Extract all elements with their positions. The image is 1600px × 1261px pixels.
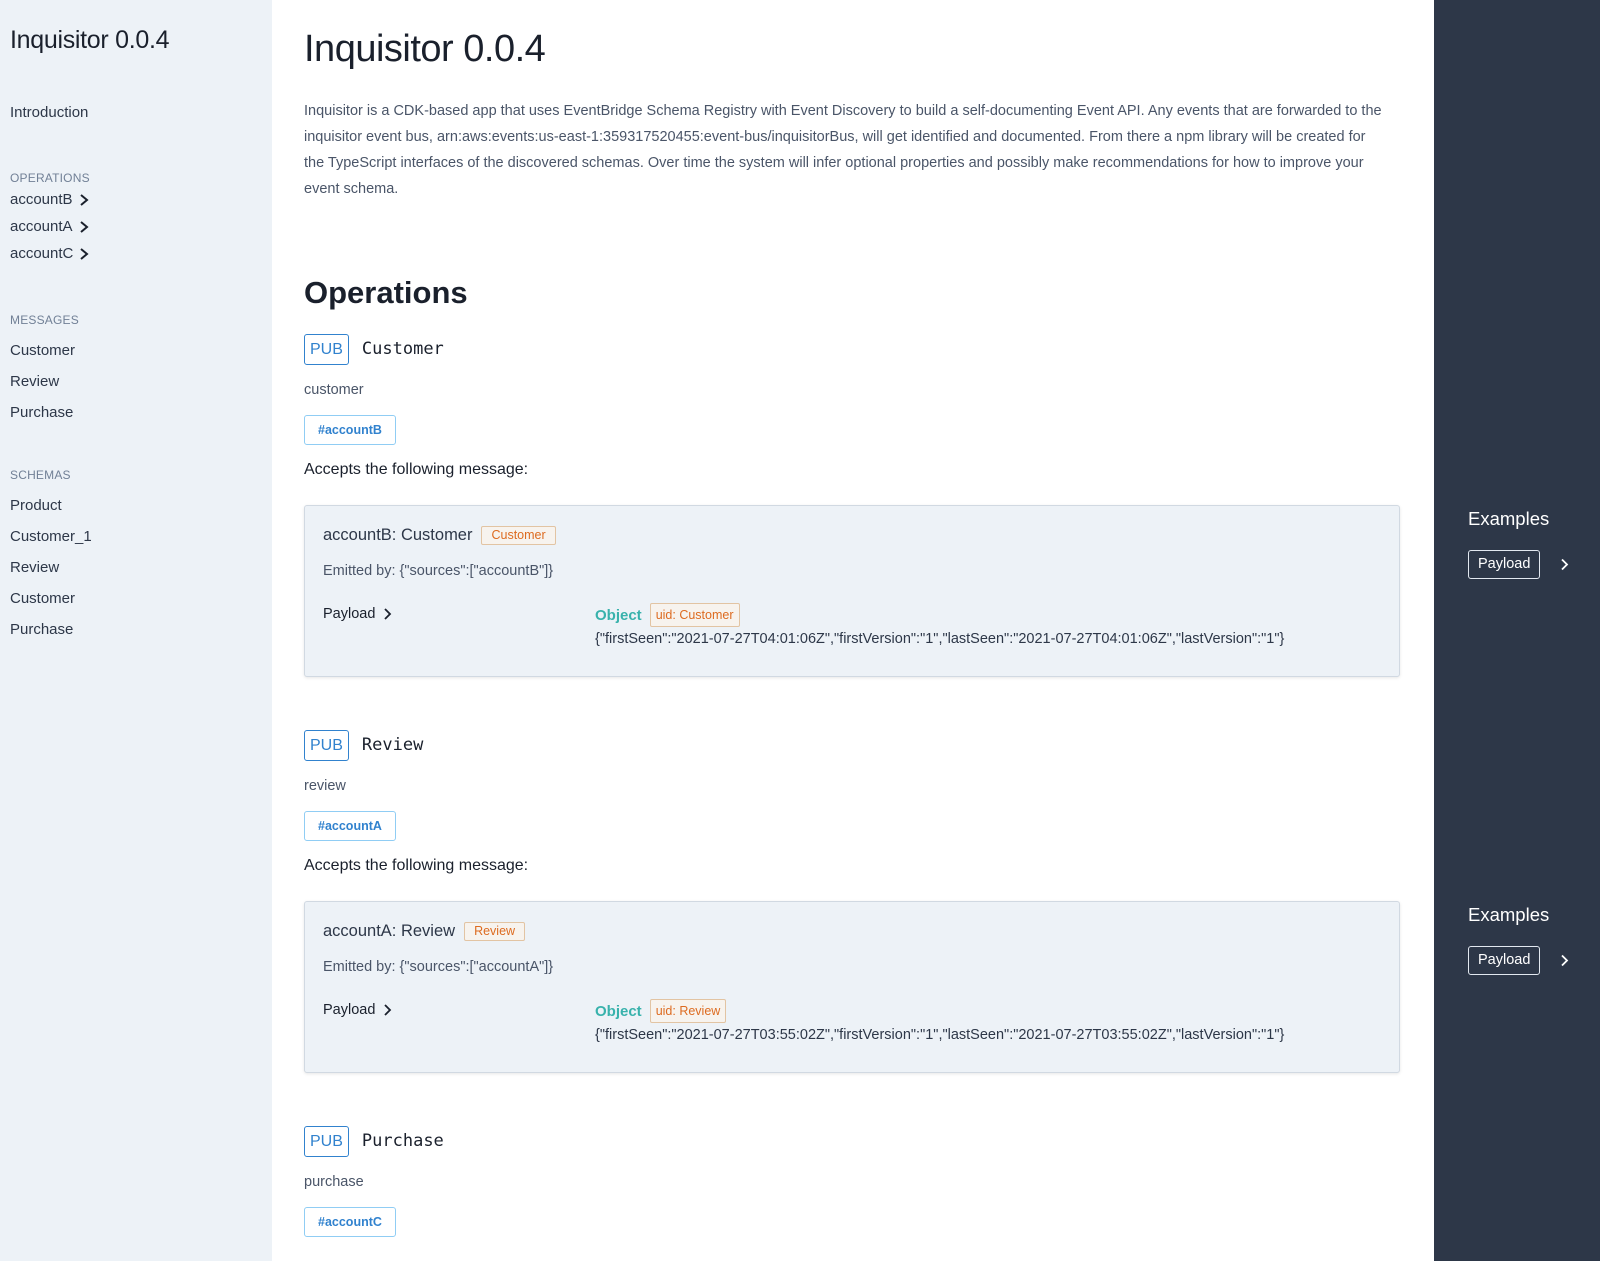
sidebar-item-accountC[interactable]	[10, 245, 89, 262]
operation-name: Review	[361, 735, 424, 755]
chevron-right-icon	[79, 248, 89, 260]
chevron-right-icon	[79, 221, 89, 233]
sidebar-item-message-purchase[interactable]: Purchase	[10, 404, 74, 421]
operation-customer	[304, 333, 1404, 485]
tag-accountC[interactable]: #accountC	[304, 1207, 396, 1237]
operation-description: purchase	[304, 1174, 364, 1190]
message-title: accountB: Customer	[323, 526, 473, 544]
accepts-message-label: Accepts the following message:	[304, 857, 529, 874]
sidebar-item-message-review[interactable]: Review	[10, 373, 60, 390]
examples-panel	[1434, 0, 1600, 1261]
sidebar-item-schema-review[interactable]: Review	[10, 559, 60, 576]
object-uid-badge: uid: Customer	[650, 603, 740, 627]
chevron-right-icon[interactable]	[1560, 558, 1569, 571]
operation-name: Purchase	[361, 1131, 444, 1151]
operation-review	[304, 729, 1404, 881]
intro-description: Inquisitor is a CDK-based app that uses EventBridge Schema Registry with Event Discovery to build a self-documenting Event API. Any events that are forwarded to the inquisitor event bus, arn:aws:events:us-east-1:359317520455:event-bus/inquisitorBus, will get identified and documented. From there a npm library will be created for the TypeScript interfaces of the discovered schemas. Over time the system will infer optional properties and possibly make recommendations for how to improve your event schema.	[304, 103, 1382, 197]
examples-payload-row[interactable]	[1468, 946, 1569, 975]
operations-heading: Operations	[304, 275, 468, 310]
sidebar-item-accountA[interactable]	[10, 218, 89, 235]
emitted-by: Emitted by: {"sources":["accountA"]}	[323, 959, 554, 975]
payload-toggle[interactable]	[323, 1002, 392, 1018]
chevron-right-icon	[383, 608, 392, 620]
sidebar-section-schemas: SCHEMAS	[10, 468, 71, 482]
pub-badge: PUB	[304, 334, 349, 365]
sidebar-item-label: accountC	[10, 245, 74, 262]
sidebar-item-message-customer[interactable]: Customer	[10, 342, 76, 359]
object-type: Object	[595, 1002, 642, 1020]
main-content	[272, 0, 1434, 1261]
examples-payload-row[interactable]	[1468, 550, 1569, 579]
examples-heading: Examples	[1468, 508, 1550, 529]
chevron-right-icon[interactable]	[1560, 954, 1569, 967]
sidebar-item-introduction[interactable]: Introduction	[10, 104, 89, 121]
sidebar-item-accountB[interactable]	[10, 191, 89, 208]
payload-label: Payload	[323, 606, 376, 622]
message-card-review	[304, 901, 1400, 1073]
examples-heading: Examples	[1468, 904, 1550, 925]
emitted-by: Emitted by: {"sources":["accountB"]}	[323, 563, 554, 579]
object-uid-badge: uid: Review	[650, 999, 727, 1023]
tag-accountB[interactable]: #accountB	[304, 415, 396, 445]
sidebar-item-label: accountA	[10, 218, 73, 235]
sidebar-item-schema-purchase[interactable]: Purchase	[10, 621, 74, 638]
sidebar-item-label: accountB	[10, 191, 73, 208]
pub-badge: PUB	[304, 730, 349, 761]
operation-purchase	[304, 1125, 1404, 1237]
payload-toggle[interactable]	[323, 606, 392, 622]
message-title: accountA: Review	[323, 922, 456, 940]
operation-description: customer	[304, 382, 364, 398]
message-card-customer	[304, 505, 1400, 677]
sidebar-section-messages: MESSAGES	[10, 313, 79, 327]
sidebar-item-schema-customer-1[interactable]: Customer_1	[10, 528, 92, 545]
payload-example-button[interactable]: Payload	[1468, 550, 1540, 579]
sidebar-title[interactable]: Inquisitor 0.0.4	[10, 26, 170, 54]
tag-accountA[interactable]: #accountA	[304, 811, 396, 841]
object-type: Object	[595, 606, 642, 624]
message-badge: Customer	[481, 526, 555, 545]
chevron-right-icon	[79, 194, 89, 206]
sidebar	[0, 0, 272, 1261]
pub-badge: PUB	[304, 1126, 349, 1157]
accepts-message-label: Accepts the following message:	[304, 461, 529, 478]
message-badge: Review	[464, 922, 525, 941]
object-json: {"firstSeen":"2021-07-27T04:01:06Z","firstVersion":"1","lastSeen":"2021-07-27T04:01:06Z","lastVersion":"1"}	[595, 631, 1285, 647]
payload-example-button[interactable]: Payload	[1468, 946, 1540, 975]
sidebar-item-schema-product[interactable]: Product	[10, 497, 62, 514]
object-json: {"firstSeen":"2021-07-27T03:55:02Z","firstVersion":"1","lastSeen":"2021-07-27T03:55:02Z","lastVersion":"1"}	[595, 1027, 1285, 1043]
payload-label: Payload	[323, 1002, 376, 1018]
sidebar-item-schema-customer[interactable]: Customer	[10, 590, 76, 607]
page-title: Inquisitor 0.0.4	[304, 28, 546, 70]
sidebar-section-operations: OPERATIONS	[10, 171, 90, 185]
chevron-right-icon	[383, 1004, 392, 1016]
operation-description: review	[304, 778, 346, 794]
operation-name: Customer	[361, 339, 444, 359]
